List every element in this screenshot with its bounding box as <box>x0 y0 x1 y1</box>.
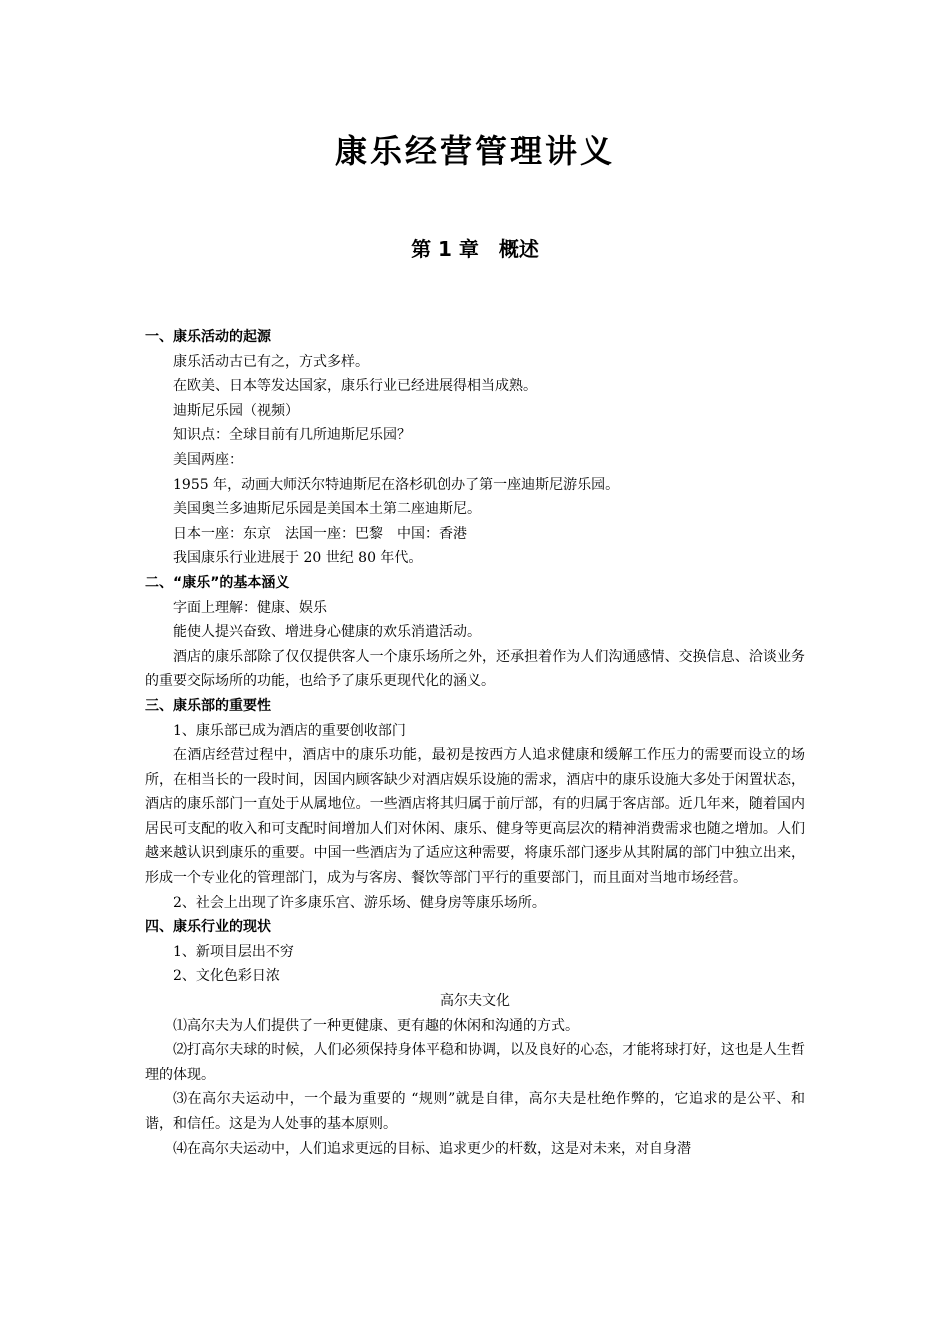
paragraph: 康乐活动古已有之，方式多样。 <box>173 353 369 370</box>
paragraph: 美国奥兰多迪斯尼乐园是美国本土第二座迪斯尼。 <box>173 501 481 518</box>
paragraph: 在酒店经营过程中，酒店中的康乐功能，最初是按西方人追求健康和缓解工作压力的需要而设立的场所，在相当长的一段时间，因国内顾客缺少对酒店娱乐设施的需求，酒店中的康乐设施大多处于闲置状态，酒店的康乐部门一直处于从属地位。一些酒店将其归属于前厅部，有的归属于客店部。近几年来，随着国内居民可支配的收入和可支配时间增加人们对休闲、康乐、健身等更高层次的精神消费需求也随之增加。人们越来越认识到康乐的重要。中国一些酒店为了适应这种需要，将康乐部门逐步从其附属的部门中独立出来，形成一个专业化的管理部门，成为与客房、餐饮等部门平行的重要部门，而且面对当地市场经营。 <box>145 747 805 887</box>
section-heading: 二、“康乐”的基本涵义 <box>145 574 290 591</box>
list-item: ⑴高尔夫为人们提供了一种更健康、更有趣的休闲和沟通的方式。 <box>173 1017 579 1034</box>
paragraph: 1、新项目层出不穷 <box>173 943 294 960</box>
chapter-heading: 第 1 章 概述 <box>411 237 539 261</box>
paragraph: 能使人提兴奋致、增进身心健康的欢乐消遣活动。 <box>173 624 481 641</box>
paragraph: 字面上理解：健康、娱乐 <box>173 599 327 616</box>
section-heading: 一、康乐活动的起源 <box>145 329 271 345</box>
paragraph: 美国两座： <box>173 451 243 468</box>
paragraph: 知识点：全球目前有几所迪斯尼乐园？ <box>173 427 411 444</box>
list-item: ⑶在高尔夫运动中，一个最为重要的 “规则”就是自律，高尔夫是杜绝作弊的，它追求的是公平、和谐，和信任。这是为人处事的基本原则。 <box>145 1091 805 1132</box>
paragraph: 2、社会上出现了许多康乐宫、游乐场、健身房等康乐场所。 <box>173 894 546 911</box>
subsection-title: 高尔夫文化 <box>440 993 510 1010</box>
paragraph: 日本一座：东京 法国一座：巴黎 中国：香港 <box>173 525 467 542</box>
section-heading: 四、康乐行业的现状 <box>145 919 271 936</box>
section-heading: 三、康乐部的重要性 <box>145 697 271 714</box>
list-item: ⑵打高尔夫球的时候，人们必须保持身体平稳和协调，以及良好的心态，才能将球打好，这也是人生哲理的体现。 <box>145 1042 805 1083</box>
paragraph: 1955 年，动画大师沃尔特迪斯尼在洛杉矶创办了第一座迪斯尼游乐园。 <box>173 476 620 493</box>
paragraph: 酒店的康乐部除了仅仅提供客人一个康乐场所之外，还承担着作为人们沟通感情、交换信息、洽谈业务的重要交际场所的功能，也给予了康乐更现代化的涵义。 <box>145 648 805 690</box>
paragraph: 在欧美、日本等发达国家，康乐行业已经进展得相当成熟。 <box>173 378 537 395</box>
list-item: ⑷在高尔夫运动中，人们追求更远的目标、追求更少的杆数，这是对未来，对自身潜 <box>173 1140 691 1157</box>
paragraph: 2、文化色彩日浓 <box>173 968 280 985</box>
document-title: 康乐经营管理讲义 <box>334 132 615 170</box>
paragraph: 我国康乐行业进展于 20 世纪 80 年代。 <box>173 550 423 567</box>
paragraph: 迪斯尼乐园（视频） <box>173 402 299 419</box>
document-body <box>145 325 805 1161</box>
paragraph: 1、康乐部已成为酒店的重要创收部门 <box>173 722 406 739</box>
